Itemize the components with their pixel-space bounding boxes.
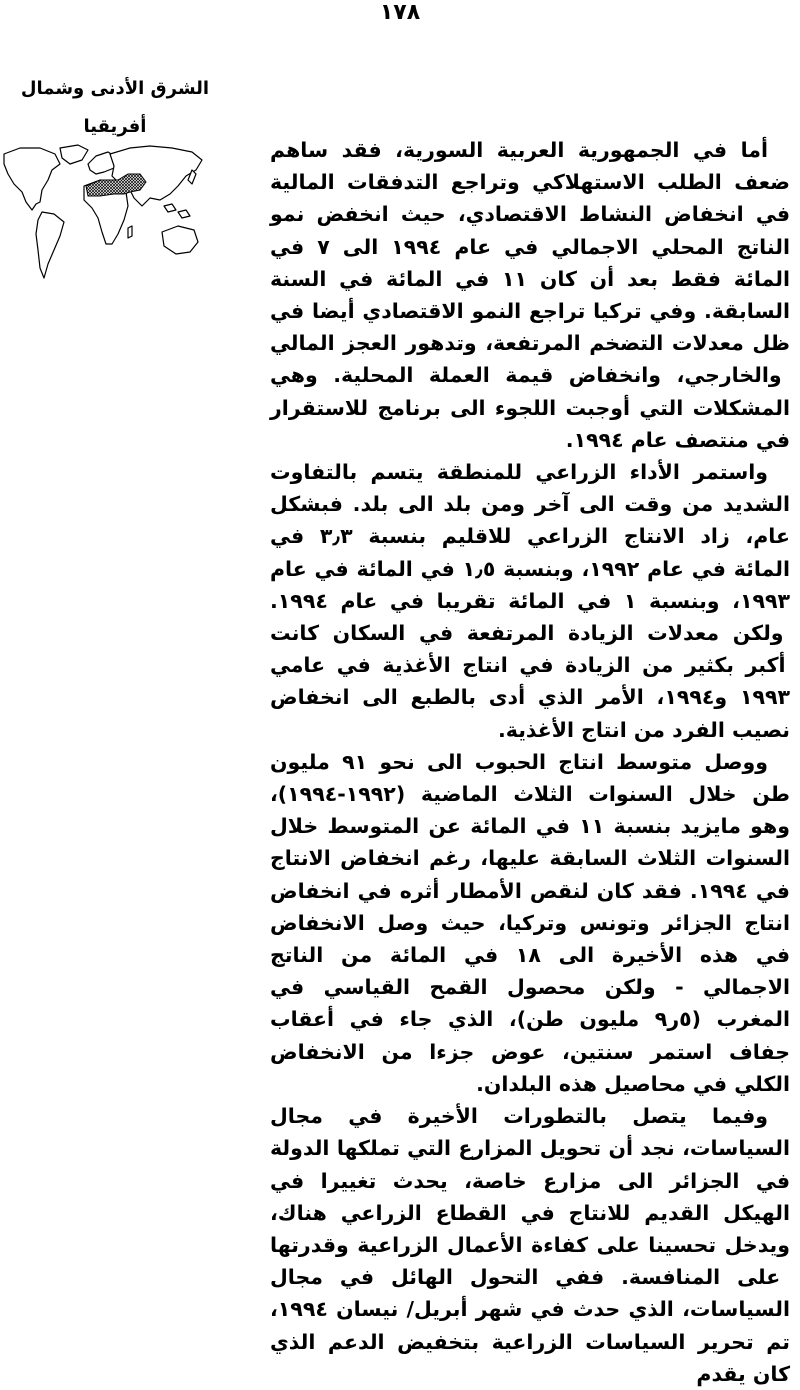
article-body: [270, 134, 790, 1390]
page-number: ١٧٨: [379, 0, 421, 25]
text-line: المائة من الناتج الاجمالي - ولكن محصول القمح القياسي: [270, 943, 790, 1000]
text-line: في المغرب (٥ر٩ مليون طن)، الذي جاء في أعقاب جفاف: [270, 975, 790, 1064]
island-shape: [178, 210, 190, 218]
paragraph-syria-turkey: [270, 134, 790, 456]
text-line: منتصف عام ١٩٩٤.: [565, 427, 749, 452]
text-line: مزارع خاصة، يحدث تغييرا في الهيكل القديم للانتاج في: [270, 1168, 790, 1225]
text-line: لنقص الأمطار أثره في انخفاض انتاج الجزائر وتونس: [270, 878, 790, 935]
text-line: النشاط الاقتصادي، حيث انخفض نمو الناتج المحلي: [270, 202, 790, 259]
text-line: أكبر بكثير من الزيادة في انتاج الأغذية في عامي: [270, 653, 786, 678]
region-heading-line: أفريقيا: [83, 116, 147, 137]
text-line: تحرير السياسات الزراعية بتخفيض الدعم الذي كان يقدم: [270, 1329, 790, 1386]
text-line: القطاع الزراعي هناك، ويدخل تحسينا على كفاءة الأعمال: [270, 1200, 790, 1257]
text-line: ١٫٥ في المائة في عام ١٩٩٣، وبنسبة ١ في المائة تقريبا في: [270, 556, 790, 613]
text-line: ١٩٩٣ و١٩٩٤، الأمر الذي أدى بالطبع الى انخفاض نصيب: [270, 685, 790, 742]
north-america-shape: [4, 148, 60, 210]
text-line: العجز المالي والخارجي، وانخفاض قيمة العملة المحلية. وهي: [270, 331, 782, 388]
region-heading-line: الشرق الأدنى وشمال: [20, 78, 210, 99]
text-line: الزراعية وقدرتها على المنافسة. ففي التحول الهائل في مجال: [270, 1232, 781, 1290]
paragraph-policies: [270, 1100, 790, 1390]
region-heading: [10, 70, 220, 146]
text-line: الزراعي للاقليم بنسبة ٣٫٣ في المائة في عام ١٩٩٢، وبنسبة: [270, 524, 790, 581]
text-line: عام ١٩٩٤. ولكن معدلات الزيادة المرتفعة في السكان كانت: [270, 588, 784, 646]
text-line: الفرد من انتاج الأغذية.: [497, 717, 725, 742]
paragraph-agriculture: [270, 456, 790, 746]
text-line: استمر سنتين، عوض جزءا من الانخفاض الكلي في: [270, 1039, 790, 1096]
text-line: المشكلات التي أوجبت اللجوء الى برنامج للاستقرار في: [270, 395, 790, 452]
text-line: أما في الجمهورية العربية السورية، فقد ساهم ضعف: [270, 138, 790, 195]
text-line: خلال السنوات الثلاث الماضية (١٩٩٢-١٩٩٤)، وهو مايزيد: [270, 782, 790, 839]
text-line: وفيما يتصل بالتطورات الأخيرة في مجال السياسات،: [270, 1104, 790, 1161]
text-line: السياسات، الذي حدث في شهر أبريل/ نيسان ١٩٩٤، تم: [270, 1297, 790, 1354]
south-america-shape: [36, 212, 64, 278]
text-line: محاصيل هذه البلدان.: [476, 1071, 686, 1096]
paragraph-cereals: [270, 746, 790, 1100]
text-line: من وقت الى آخر ومن بلد الى بلد. فبشكل عام، زاد الانتاج: [270, 492, 790, 549]
island-shape: [128, 226, 132, 238]
australia-shape: [162, 226, 198, 254]
greenland-shape: [60, 145, 88, 164]
world-map-icon: [0, 140, 205, 290]
text-line: ١١ في المائة في السنة السابقة. وفي تركيا تراجع النمو: [270, 266, 790, 324]
text-line: السابقة عليها، رغم انخفاض الانتاج في ١٩٩٤. فقد كان: [270, 846, 790, 903]
text-line: واستمر الأداء الزراعي للمنطقة يتسم بالتفاوت الشديد: [270, 460, 790, 517]
text-line: نجد أن تحويل المزارع التي تملكها الدولة في الجزائر الى: [270, 1136, 790, 1193]
text-line: الاقتصادي أيضا في ظل معدلات التضخم المرتفعة، وتدهور: [270, 299, 790, 356]
text-line: الطلب الاستهلاكي وتراجع التدفقات المالية في انخفاض: [270, 170, 790, 227]
text-line: الاجمالي في عام ١٩٩٤ الى ٧ في المائة فقط بعد أن كان: [270, 234, 791, 291]
text-line: ووصل متوسط انتاج الحبوب الى نحو ٩١ مليون طن: [270, 749, 790, 807]
text-line: بنسبة ١١ في المائة عن المتوسط خلال السنوات الثلاث: [270, 814, 790, 871]
text-line: وتركيا، حيث وصل الانخفاض في هذه الأخيرة الى ١٨ في: [270, 910, 790, 968]
island-shape: [164, 204, 176, 212]
